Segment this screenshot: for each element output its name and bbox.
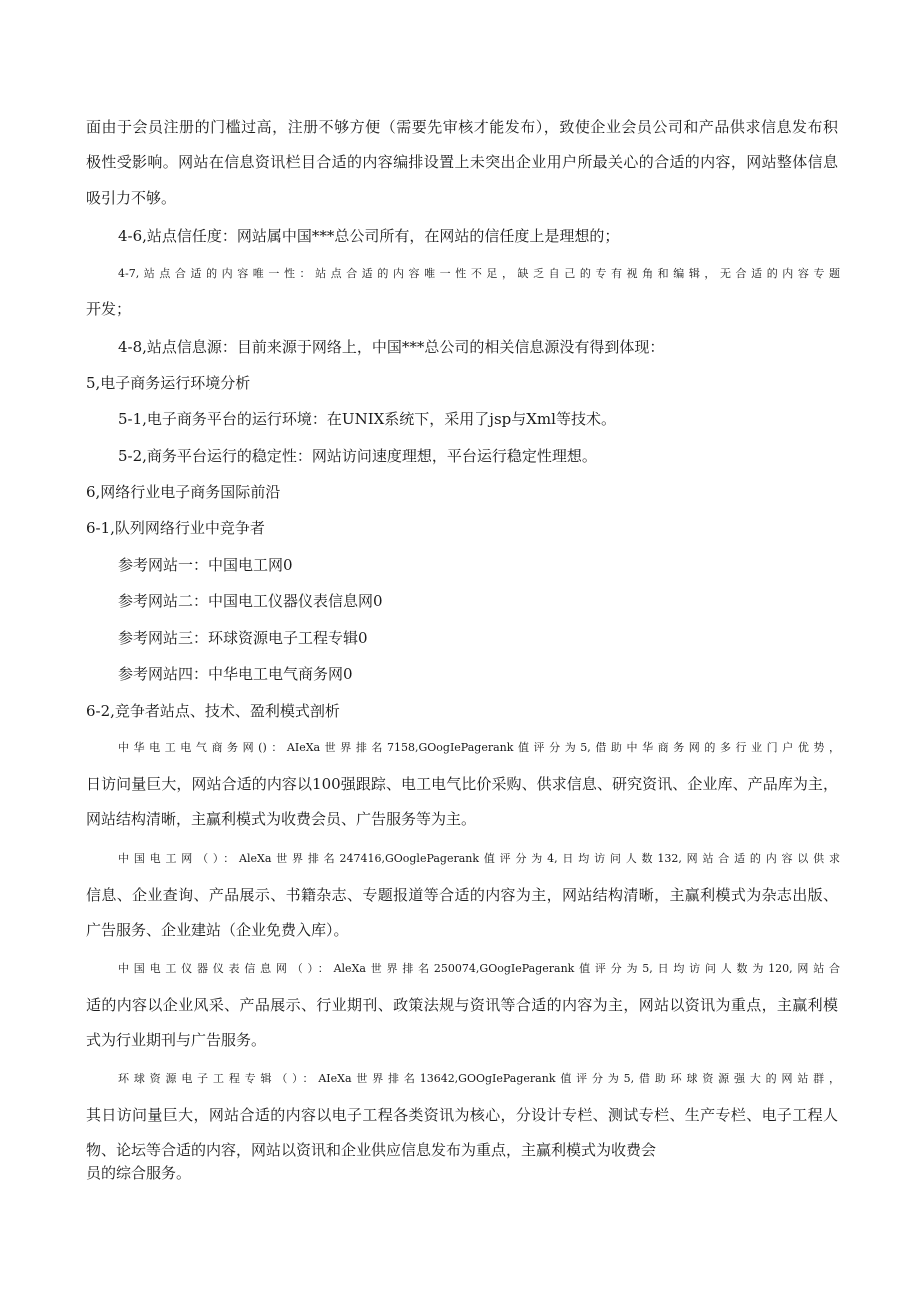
list-item: 参考网站四：中华电工电气商务网0 [118,665,353,683]
text-line: 中国电工仪器仪表信息网（）：AleXa世界排名250074,GOogIePagerank值评分为5,日均访问人数为120,网站合 [118,962,840,975]
text-line: 广告服务、企业建站（企业免费入库）。 [86,921,349,939]
text-line: 适的内容以企业风采、产品展示、行业期刊、政策法规与资讯等合适的内容为主，网站以资讯为重点，主赢利模 [86,996,838,1014]
text-line: 日访问量巨大，网站合适的内容以100强跟踪、电工电气比价采购、供求信息、研究资讯、企业库、产品库为主， [86,775,838,793]
section-heading: 5,电子商务运行环境分析 [86,374,251,392]
text-line: 5-1,电子商务平台的运行环境：在UNIX系统下，采用了jsp与Xml等技术。 [118,410,616,428]
text-line: 环球资源电子工程专辑（）：AIeXa世界排名13642,GOOgIePagerank值评分为5,借助环球资源强大的网站群， [118,1072,840,1085]
text-line: 中国电工网（）：AleXa世界排名247416,GOoglePagerank值评分为4,日均访问人数132,网站合适的内容以供求 [118,852,840,865]
text-line: 4-7,站点合适的内容唯一性：站点合适的内容唯一性不足，缺乏自己的专有视角和编辑，无合适的内容专题 [118,267,840,280]
text-line: 中华电工电气商务网()：AIeXa世界排名7158,GOogIePagerank值评分为5,借助中华商务网的多行业门户优势， [118,741,840,754]
text-line: 面由于会员注册的门槛过高，注册不够方便（需要先审核才能发布），致使企业会员公司和产品供求信息发布积 [86,118,838,136]
text-line: 开发； [86,300,132,318]
section-heading: 6,网络行业电子商务国际前沿 [86,483,281,501]
list-item: 参考网站一：中国电工网0 [118,556,293,574]
subsection-heading: 6-1,队列网络行业中竞争者 [86,519,265,537]
subsection-heading: 6-2,竞争者站点、技术、盈利模式剖析 [86,702,340,720]
text-line: 网站结构清晰，主赢利模式为收费会员、广告服务等为主。 [86,810,477,828]
text-line: 其日访问量巨大，网站合适的内容以电子工程各类资讯为核心，分设计专栏、测试专栏、生产专栏、电子工程人 [86,1106,838,1124]
text-line: 吸引力不够。 [86,189,177,207]
text-line: 信息、企业查询、产品展示、书籍杂志、专题报道等合适的内容为主，网站结构清晰，主赢利模式为杂志出版、 [86,886,838,904]
text-line: 4-8,站点信息源：目前来源于网络上，中国***总公司的相关信息源没有得到体现： [118,338,665,356]
text-line: 式为行业期刊与广告服务。 [86,1031,267,1049]
text-line: 极性受影响。网站在信息资讯栏目合适的内容编排设置上未突出企业用户所最关心的合适的内容，网站整体信息 [86,153,838,171]
list-item: 参考网站三：环球资源电子工程专辑0 [118,629,368,647]
text-line: 4-6,站点信任度：网站属中国***总公司所有，在网站的信任度上是理想的； [118,227,620,245]
text-line: 员的综合服务。 [86,1164,192,1182]
list-item: 参考网站二：中国电工仪器仪表信息网0 [118,592,383,610]
text-line: 物、论坛等合适的内容，网站以资讯和企业供应信息发布为重点，主赢利模式为收费会 [86,1141,657,1159]
text-line: 5-2,商务平台运行的稳定性：网站访问速度理想，平台运行稳定性理想。 [118,447,597,465]
